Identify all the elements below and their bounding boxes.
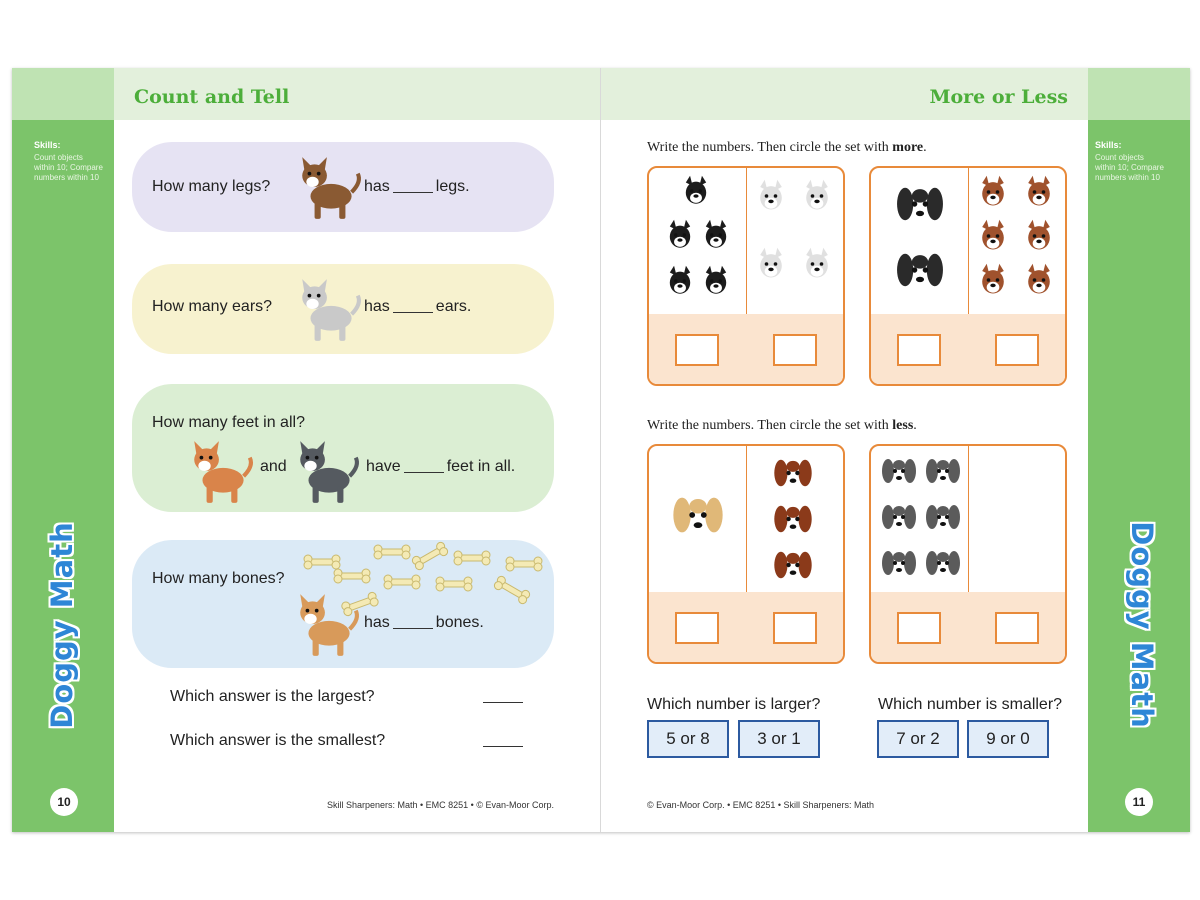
schnauzer-icon — [879, 448, 919, 494]
brand-title: Doggy Math — [45, 521, 79, 729]
unit-word: feet in all. — [446, 458, 516, 475]
left-side-bar — [12, 68, 114, 832]
question-text: How many ears? — [152, 298, 273, 315]
smallest-question: Which answer is the smallest? — [170, 732, 386, 749]
instruction-text: Write the numbers. Then circle the set with — [647, 140, 889, 155]
skills-box-left — [34, 140, 104, 183]
schnauzer-icon — [923, 448, 963, 494]
brand-title: Doggy Math — [1125, 521, 1159, 729]
unit-word: ears. — [435, 298, 472, 315]
bone-icon — [409, 539, 452, 573]
boston-terrier-icon — [699, 264, 733, 298]
left-page — [114, 68, 601, 832]
answer-box[interactable] — [773, 612, 817, 644]
answer-box[interactable] — [675, 334, 719, 366]
workbook-spread — [12, 68, 1190, 832]
boston-terrier-icon — [663, 218, 697, 252]
larger-question: Which number is larger? — [647, 696, 821, 713]
schnauzer-icon — [923, 540, 963, 586]
page-number: 10 — [50, 788, 78, 816]
schnauzer-icon — [879, 494, 919, 540]
question-text: How many bones? — [152, 570, 285, 587]
skills-text: Count objects within 10; Compare numbers within 10 — [34, 153, 103, 182]
answer-line — [364, 178, 470, 196]
page-title: More or Less — [929, 86, 1068, 108]
bone-icon — [382, 574, 422, 590]
bone-icon — [434, 576, 474, 592]
choice-smaller-2[interactable]: 9 or 0 — [967, 720, 1049, 758]
smallest-blank[interactable] — [483, 746, 523, 747]
answer-box[interactable] — [995, 612, 1039, 644]
has-word: has — [364, 614, 390, 631]
bone-icon — [332, 568, 372, 584]
golden-retriever-icon — [669, 482, 727, 548]
answer-line — [364, 614, 484, 632]
counting-card-1 — [647, 166, 845, 386]
bernese-icon — [893, 174, 947, 234]
answer-line — [366, 458, 515, 476]
unit-word: bones. — [435, 614, 484, 631]
westie-icon — [753, 244, 789, 284]
and-word: and — [260, 458, 287, 475]
answer-box[interactable] — [897, 612, 941, 644]
answer-blank[interactable] — [404, 472, 444, 473]
counting-card-4 — [869, 444, 1067, 664]
page-footer: © Evan-Moor Corp. • EMC 8251 • Skill Sharpeners: Math — [647, 800, 875, 810]
answer-box[interactable] — [995, 334, 1039, 366]
question-text: How many legs? — [152, 178, 271, 195]
right-side-bar — [1088, 68, 1190, 832]
jack-russell-icon — [975, 260, 1011, 300]
question-bubble-legs — [132, 142, 554, 232]
bone-icon — [372, 544, 412, 560]
corgi-icon — [292, 584, 364, 664]
answer-box[interactable] — [675, 612, 719, 644]
answer-line — [364, 298, 471, 316]
choice-smaller-1[interactable]: 7 or 2 — [877, 720, 959, 758]
westie-icon — [753, 176, 789, 216]
question-text: How many feet in all? — [152, 414, 305, 431]
page-title: Count and Tell — [134, 86, 290, 108]
schnauzer-icon — [879, 540, 919, 586]
bone-icon — [491, 573, 534, 607]
largest-question: Which answer is the largest? — [170, 688, 375, 705]
skills-tab — [1088, 68, 1190, 120]
schnauzer-icon — [923, 494, 963, 540]
beagle-icon — [294, 148, 366, 226]
cavalier-icon — [771, 450, 815, 496]
instruction-end: . — [913, 418, 917, 433]
counting-card-3 — [647, 444, 845, 664]
boston-terrier-icon — [699, 218, 733, 252]
right-page — [601, 68, 1088, 832]
boston-terrier-icon — [679, 174, 713, 208]
instruction-less — [647, 418, 917, 434]
instruction-keyword: more — [892, 140, 924, 155]
instruction-more — [647, 140, 927, 156]
instruction-end: . — [923, 140, 927, 155]
have-word: have — [366, 458, 401, 475]
fox-dog-icon — [186, 434, 258, 508]
question-bubble-feet — [132, 384, 554, 512]
has-word: has — [364, 178, 390, 195]
bernese-icon — [893, 240, 947, 300]
unit-word: legs. — [435, 178, 470, 195]
answer-box[interactable] — [773, 334, 817, 366]
skills-box-right — [1095, 140, 1165, 183]
answer-blank[interactable] — [393, 312, 433, 313]
page-footer: Skill Sharpeners: Math • EMC 8251 • © Evan-Moor Corp. — [326, 800, 554, 810]
has-word: has — [364, 298, 390, 315]
cavalier-icon — [771, 542, 815, 588]
largest-blank[interactable] — [483, 702, 523, 703]
bone-icon — [504, 556, 544, 572]
question-bubble-ears — [132, 264, 554, 354]
question-bubble-bones — [132, 540, 554, 668]
bone-icon — [452, 550, 492, 566]
instruction-text: Write the numbers. Then circle the set with — [647, 418, 889, 433]
jack-russell-icon — [1021, 260, 1057, 300]
skills-heading: Skills: — [34, 140, 61, 150]
answer-blank[interactable] — [393, 628, 433, 629]
dalmatian-icon — [294, 270, 366, 348]
skills-text: Count objects within 10; Compare numbers within 10 — [1095, 153, 1164, 182]
cavalier-icon — [771, 496, 815, 542]
answer-box[interactable] — [897, 334, 941, 366]
instruction-keyword: less — [892, 418, 914, 433]
westie-icon — [799, 176, 835, 216]
skills-tab — [12, 68, 114, 120]
jack-russell-icon — [975, 172, 1011, 212]
choice-larger-1[interactable]: 5 or 8 — [647, 720, 729, 758]
husky-icon — [292, 434, 364, 508]
skills-heading: Skills: — [1095, 140, 1122, 150]
answer-blank[interactable] — [393, 192, 433, 193]
smaller-question: Which number is smaller? — [878, 696, 1063, 713]
westie-icon — [799, 244, 835, 284]
counting-card-2 — [869, 166, 1067, 386]
jack-russell-icon — [1021, 216, 1057, 256]
boston-terrier-icon — [663, 264, 697, 298]
jack-russell-icon — [975, 216, 1011, 256]
choice-larger-2[interactable]: 3 or 1 — [738, 720, 820, 758]
jack-russell-icon — [1021, 172, 1057, 212]
page-number: 11 — [1125, 788, 1153, 816]
